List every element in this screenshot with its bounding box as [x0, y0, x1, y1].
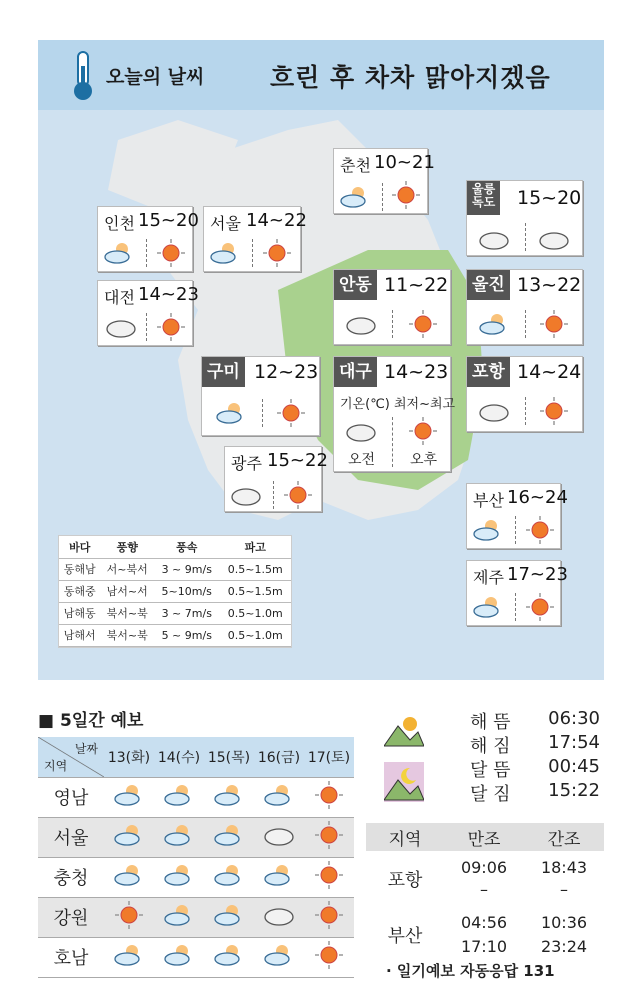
sunmoon-label: 달 짐	[470, 784, 511, 805]
sunmoon-label: 해 짐	[470, 736, 511, 757]
cloud-icon	[344, 310, 378, 338]
city-temp: 15~22	[267, 450, 328, 471]
partly-cloudy-icon	[471, 593, 505, 621]
partly-cloudy-icon	[104, 857, 154, 897]
tide-region: 포항	[387, 870, 423, 891]
sunmoon-row	[470, 732, 600, 758]
partly-cloudy-icon	[154, 857, 204, 897]
table-row	[59, 558, 291, 580]
city-name: 서울	[210, 214, 241, 233]
sea-cell: 동해중	[59, 580, 100, 602]
city-temp: 13~22	[517, 274, 582, 296]
header-summary: 흐린 후 차차 맑아지겠음	[270, 63, 551, 92]
sunmoon-time: 06:30	[548, 708, 600, 729]
city-chuncheon	[333, 148, 435, 214]
city-incheon	[97, 206, 199, 272]
forecast-region: 충청	[38, 857, 104, 897]
city-daegu	[333, 356, 456, 472]
table-row	[38, 897, 354, 937]
forecast-corner	[38, 737, 104, 777]
city-temp: 17~23	[507, 564, 568, 585]
sea-header: 풍향	[100, 536, 153, 558]
table-row	[59, 624, 291, 646]
partly-cloudy-icon	[204, 897, 254, 937]
sea-cell: 남해서	[59, 624, 100, 646]
city-gumi	[201, 356, 320, 436]
legend-pm: 오후	[410, 452, 438, 468]
sun-icon	[537, 397, 571, 425]
sunmoon-label: 달 뜸	[470, 760, 511, 781]
sun-icon	[389, 181, 423, 209]
sea-cell: 5~10m/s	[154, 580, 220, 602]
tide-low: 18:43	[540, 858, 588, 877]
table-row	[38, 817, 354, 857]
legend-title: 기온(℃) 최저~최고	[340, 397, 456, 412]
sea-cell: 서~북서	[100, 558, 153, 580]
tide-header: 간조	[547, 829, 581, 850]
partly-cloudy-icon	[154, 777, 204, 817]
tide-region: 부산	[387, 926, 423, 947]
tide-high: 09:06	[460, 858, 508, 877]
tide-header: 지역	[388, 829, 422, 850]
city-andong	[333, 269, 451, 345]
sea-cell: 남해동	[59, 602, 100, 624]
cloud-icon	[254, 897, 304, 937]
city-temp: 11~22	[384, 274, 449, 296]
forecast-date: 13(화)	[104, 737, 154, 777]
city-name: 울진	[467, 270, 510, 300]
city-temp: 12~23	[254, 361, 319, 383]
sea-cell: 북서~북	[100, 624, 153, 646]
forecast-region: 강원	[38, 897, 104, 937]
city-temp: 14~22	[246, 210, 307, 231]
sun-icon	[281, 481, 315, 509]
city-temp: 14~23	[384, 361, 449, 383]
forecast-date: 16(금)	[254, 737, 304, 777]
city-ulleung	[466, 180, 583, 256]
city-name: 구미	[202, 357, 245, 387]
legend-am: 오전	[348, 452, 376, 468]
city-name: 춘천	[340, 156, 371, 175]
city-temp: 15~20	[517, 187, 582, 209]
sea-cell: 동해남	[59, 558, 100, 580]
sea-cell: 0.5~1.0m	[220, 624, 291, 646]
sun-icon	[154, 239, 188, 267]
cloud-icon	[254, 817, 304, 857]
table-row	[59, 580, 291, 602]
tide-row	[366, 851, 604, 907]
tide-high: –	[480, 880, 488, 899]
forecast-date: 14(수)	[154, 737, 204, 777]
sea-cell: 0.5~1.5m	[220, 558, 291, 580]
partly-cloudy-icon	[471, 516, 505, 544]
cloud-icon	[104, 313, 138, 341]
city-name: 울릉 독도	[467, 181, 500, 215]
corner-top: 날짜	[74, 742, 98, 756]
table-row	[38, 777, 354, 817]
partly-cloudy-icon	[254, 937, 304, 977]
tide-high: 17:10	[460, 937, 508, 956]
city-name: 안동	[334, 270, 377, 300]
partly-cloudy-icon	[204, 857, 254, 897]
partly-cloudy-icon	[204, 937, 254, 977]
forecast-title: ■ 5일간 예보	[38, 711, 144, 731]
sunmoon-label: 해 뜸	[470, 712, 511, 733]
sun-icon	[406, 417, 440, 445]
sea-cell: 0.5~1.5m	[220, 580, 291, 602]
sea-header: 풍속	[154, 536, 220, 558]
city-jeju	[466, 560, 568, 626]
sea-cell: 3 ~ 9m/s	[154, 558, 220, 580]
sun-icon	[304, 857, 354, 897]
forecast-date: 17(토)	[304, 737, 354, 777]
city-temp: 15~20	[138, 210, 199, 231]
sea-cell: 북서~북	[100, 602, 153, 624]
forecast-date: 15(목)	[204, 737, 254, 777]
city-pohang	[466, 356, 583, 432]
cloud-icon	[537, 225, 571, 253]
tide-low: –	[560, 880, 568, 899]
sun-icon	[304, 897, 354, 937]
tide-low: 23:24	[540, 937, 588, 956]
sunmoon-row	[470, 756, 600, 782]
cloud-icon	[477, 397, 511, 425]
sun-icon	[523, 516, 557, 544]
sunmoon-time: 15:22	[548, 780, 600, 801]
forecast-region: 영남	[38, 777, 104, 817]
partly-cloudy-icon	[254, 777, 304, 817]
sea-header: 파고	[220, 536, 291, 558]
city-temp: 16~24	[507, 487, 568, 508]
city-gwangju	[224, 446, 328, 512]
table-row	[59, 602, 291, 624]
forecast-region: 서울	[38, 817, 104, 857]
sun-icon	[537, 310, 571, 338]
city-temp: 14~24	[517, 361, 582, 383]
partly-cloudy-icon	[102, 239, 136, 267]
city-name: 제주	[473, 568, 504, 587]
sea-cell: 5 ~ 9m/s	[154, 624, 220, 646]
city-name: 대구	[334, 357, 377, 387]
city-temp: 14~23	[138, 284, 199, 305]
sunmoon-row	[470, 780, 600, 806]
city-uljin	[466, 269, 583, 345]
partly-cloudy-icon	[104, 937, 154, 977]
sun-icon	[154, 313, 188, 341]
tide-row	[366, 907, 604, 963]
tide-high: 04:56	[460, 913, 508, 932]
tide-low: 10:36	[540, 913, 588, 932]
partly-cloudy-icon	[254, 857, 304, 897]
table-row	[38, 857, 354, 897]
sun-icon	[406, 310, 440, 338]
sunmoon-row	[470, 708, 600, 734]
partly-cloudy-icon	[208, 239, 242, 267]
sunmoon-time: 17:54	[548, 732, 600, 753]
partly-cloudy-icon	[204, 817, 254, 857]
partly-cloudy-icon	[154, 937, 204, 977]
partly-cloudy-icon	[338, 183, 372, 211]
sea-cell: 3 ~ 7m/s	[154, 602, 220, 624]
city-daejeon	[97, 280, 199, 346]
forecast-table	[38, 737, 354, 978]
city-name: 부산	[473, 491, 504, 510]
table-row	[38, 937, 354, 977]
partly-cloudy-icon	[154, 897, 204, 937]
sun-icon	[274, 399, 308, 427]
sun-icon	[523, 593, 557, 621]
city-temp: 10~21	[374, 152, 435, 173]
footer-note: · 일기예보 자동응답 131	[386, 962, 555, 980]
sunrise-icon	[384, 712, 424, 748]
sea-cell: 남서~서	[100, 580, 153, 602]
partly-cloudy-icon	[204, 777, 254, 817]
city-busan	[466, 483, 568, 549]
sun-icon	[260, 239, 294, 267]
city-name: 인천	[104, 214, 135, 233]
partly-cloudy-icon	[104, 817, 154, 857]
partly-cloudy-icon	[477, 310, 511, 338]
cloud-icon	[477, 225, 511, 253]
cloud-icon	[344, 417, 378, 445]
city-seoul	[203, 206, 307, 272]
sun-icon	[304, 777, 354, 817]
cloud-icon	[229, 481, 263, 509]
corner-bottom: 지역	[44, 758, 68, 773]
city-name: 광주	[231, 454, 262, 473]
partly-cloudy-icon	[154, 817, 204, 857]
moonrise-icon	[384, 762, 424, 802]
city-name: 포항	[467, 357, 510, 387]
sun-icon	[104, 897, 154, 937]
tide-header: 만조	[467, 829, 501, 850]
header-label: 오늘의 날씨	[106, 66, 205, 88]
sea-header: 바다	[59, 536, 100, 558]
city-name: 대전	[104, 288, 135, 307]
sea-conditions-table	[58, 535, 292, 648]
partly-cloudy-icon	[104, 777, 154, 817]
sea-cell: 0.5~1.0m	[220, 602, 291, 624]
forecast-region: 호남	[38, 937, 104, 977]
sun-icon	[304, 817, 354, 857]
sunmoon-time: 00:45	[548, 756, 600, 777]
tide-table	[366, 823, 604, 963]
sun-icon	[304, 937, 354, 977]
partly-cloudy-icon	[214, 399, 248, 427]
